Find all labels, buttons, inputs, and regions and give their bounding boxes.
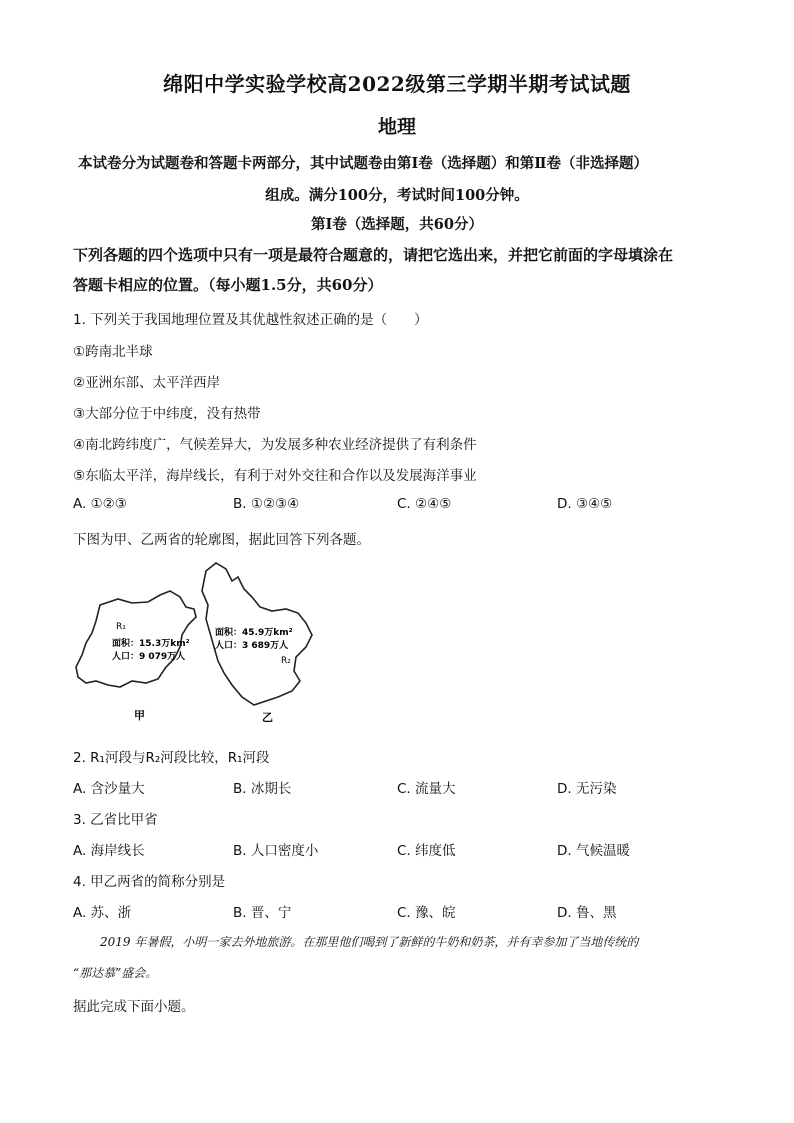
- question-3-option-a: A. 海岸线长: [73, 843, 145, 859]
- yi-population-label: 人口：3 689万人: [215, 641, 289, 651]
- jia-population-label: 人口：9 079万人: [112, 652, 186, 662]
- question-3-option-c: C. 纬度低: [397, 843, 456, 859]
- page-title: 绵阳中学实验学校高2022级第三学期半期考试试题: [163, 72, 631, 96]
- question-4-option-a: A. 苏、浙: [73, 905, 132, 921]
- instruction-line-2: 答题卡相应的位置。（每小题1.5分，共60分）: [73, 276, 383, 294]
- yi-area-label: 面积：45.9万km²: [215, 628, 293, 638]
- question-4-stem: 4. 甲乙两省的简称分别是: [73, 874, 226, 890]
- question-1-item: ②亚洲东部、太平洋西岸: [73, 375, 221, 391]
- passage-line-3: 据此完成下面小题。: [73, 999, 195, 1015]
- question-1-item: ①跨南北半球: [73, 344, 153, 360]
- question-3-stem: 3. 乙省比甲省: [73, 812, 158, 828]
- province-outline-map: [70, 555, 330, 730]
- question-2-option-d: D. 无污染: [557, 781, 617, 797]
- question-4-option-d: D. 鲁、黑: [557, 905, 617, 921]
- question-2-option-a: A. 含沙量大: [73, 781, 145, 797]
- subject-title: 地理: [377, 116, 416, 138]
- question-4-option-b: B. 晋、宁: [233, 905, 292, 921]
- yi-label: 乙: [262, 711, 273, 724]
- question-2-stem: 2. R₁河段与R₂河段比较，R₁河段: [73, 750, 270, 766]
- question-1-option-d: D. ③④⑤: [557, 496, 613, 512]
- question-3-option-d: D. 气候温暖: [557, 843, 630, 859]
- question-1-option-a: A. ①②③: [73, 496, 127, 512]
- intro-line-1: 本试卷分为试题卷和答题卡两部分，其中试题卷由第Ⅰ卷（选择题）和第Ⅱ卷（非选择题）: [78, 155, 648, 172]
- instruction-line-1: 下列各题的四个选项中只有一项是最符合题意的，请把它选出来，并把它前面的字母填涂在: [73, 246, 674, 264]
- section-heading: 第Ⅰ卷（选择题，共60分）: [311, 216, 483, 233]
- jia-label: 甲: [134, 709, 145, 722]
- map-intro: 下图为甲、乙两省的轮廓图，据此回答下列各题。: [73, 532, 370, 548]
- river-label-r1: R₁: [116, 622, 126, 632]
- question-3-option-b: B. 人口密度小: [233, 843, 319, 859]
- question-2-option-c: C. 流量大: [397, 781, 456, 797]
- question-4-option-c: C. 豫、皖: [397, 905, 456, 921]
- jia-area-label: 面积：15.3万km²: [112, 639, 190, 649]
- passage-line-1: 2019 年暑假，小明一家去外地旅游。在那里他们喝到了新鲜的牛奶和奶茶，并有幸参加了当地传统的: [100, 935, 639, 949]
- passage-line-2: “那达慕”盛会。: [73, 966, 158, 980]
- question-2-option-b: B. 冰期长: [233, 781, 292, 797]
- question-1-stem: 1. 下列关于我国地理位置及其优越性叙述正确的是（ ）: [73, 312, 428, 328]
- question-1-item: ⑤东临太平洋，海岸线长，有利于对外交往和合作以及发展海洋事业: [73, 468, 477, 484]
- question-1-option-b: B. ①②③④: [233, 496, 300, 512]
- intro-line-2: 组成。满分100分，考试时间100分钟。: [265, 187, 529, 204]
- river-label-r2: R₂: [281, 656, 291, 666]
- question-1-item: ③大部分位于中纬度，没有热带: [73, 406, 261, 422]
- question-1-option-c: C. ②④⑤: [397, 496, 452, 512]
- question-1-item: ④南北跨纬度广，气候差异大，为发展多种农业经济提供了有利条件: [73, 437, 477, 453]
